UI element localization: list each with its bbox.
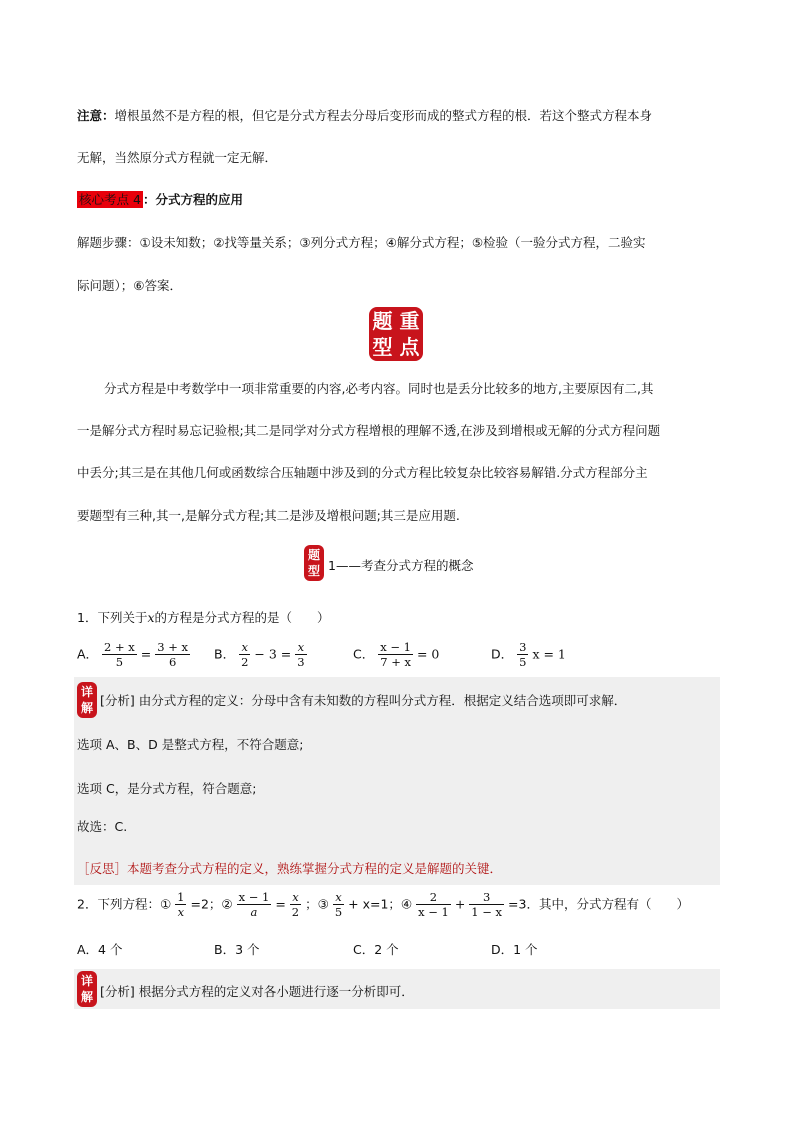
fraction bbox=[416, 890, 451, 920]
numerator: x − 1 bbox=[238, 890, 270, 904]
denominator: x − 1 bbox=[418, 905, 449, 920]
type-stamp-bottom: 型 bbox=[307, 564, 320, 578]
intro-line-3: 中丢分;其三是在其他几何或函数综合压轴题中涉及到的分式方程比较复杂比较容易解错.分式方程部分主 bbox=[77, 465, 648, 480]
steps-line-1: 解题步骤：①设未知数；②找等量关系；③列分式方程；④解分式方程；⑤检验（一验分式方程，二验实 bbox=[77, 235, 646, 250]
option-label: D． bbox=[491, 646, 514, 662]
equals: = bbox=[140, 646, 152, 662]
detail-stamp-top: 详 bbox=[80, 974, 93, 988]
fraction bbox=[155, 640, 190, 670]
denominator: a bbox=[250, 905, 258, 920]
numerator: 2 bbox=[416, 890, 451, 905]
q1-option-d bbox=[491, 640, 566, 670]
question-2-stem bbox=[77, 890, 689, 920]
option-label: C． bbox=[353, 646, 375, 662]
expression: + x=1；④ bbox=[348, 896, 413, 912]
stamp-char: 型 bbox=[372, 335, 393, 359]
denominator: 5 bbox=[334, 905, 343, 920]
detail-stamp bbox=[77, 971, 97, 1007]
stamp-char: 题 bbox=[372, 309, 393, 333]
question-1-stem bbox=[77, 608, 330, 626]
intro-line-1: 分式方程是中考数学中一项非常重要的内容,必考内容。同时也是丢分比较多的地方,主要原因有二,其 bbox=[104, 381, 654, 396]
note-line-1 bbox=[77, 106, 652, 124]
fraction bbox=[175, 890, 186, 920]
answer-2-analysis: [分析] 根据分式方程的定义对各小题进行逐一分析即可． bbox=[100, 984, 414, 999]
numerator: x bbox=[295, 640, 306, 655]
type-1-title: 1——考查分式方程的概念 bbox=[328, 558, 474, 573]
fraction bbox=[290, 890, 301, 920]
answer-1-analysis: [分析] 由分式方程的定义：分母中含有未知数的方程叫分式方程．根据定义结合选项即可求解． bbox=[100, 693, 627, 708]
denominator: 2 bbox=[241, 655, 249, 670]
steps-line-2: 际问题）；⑥答案． bbox=[77, 278, 182, 293]
denominator: 2 bbox=[291, 905, 300, 920]
numerator: 3 + x bbox=[157, 640, 188, 654]
detail-stamp bbox=[77, 682, 97, 718]
denominator: 7 + x bbox=[380, 655, 411, 670]
intro-line-2: 一是解分式方程时易忘记验根;其二是同学对分式方程增根的理解不透,在涉及到增根或无解的分式方程问题 bbox=[77, 423, 661, 438]
denominator: 5 bbox=[519, 655, 527, 670]
numerator: x bbox=[333, 890, 344, 905]
fraction bbox=[237, 890, 272, 920]
plus: + bbox=[454, 896, 466, 912]
q2-option-d: D．1 个 bbox=[491, 942, 538, 957]
key-point-title: ：分式方程的应用 bbox=[142, 192, 243, 207]
denominator: 5 bbox=[115, 655, 124, 670]
expression: = 0 bbox=[416, 646, 440, 662]
type-stamp-top: 题 bbox=[307, 548, 320, 562]
numerator: 3 bbox=[469, 890, 504, 905]
q1-option-c bbox=[353, 640, 439, 670]
option-label: B． bbox=[214, 646, 236, 662]
note-label: 注意： bbox=[77, 108, 115, 123]
numerator: x − 1 bbox=[380, 640, 411, 654]
fraction bbox=[469, 890, 504, 920]
numerator: 1 bbox=[177, 890, 185, 904]
expression: =3．其中，分式方程有（ ） bbox=[508, 896, 689, 912]
q1-variable: x bbox=[147, 610, 155, 625]
note-line-2: 无解，当然原分式方程就一定无解． bbox=[77, 150, 278, 165]
expression: =2；② bbox=[190, 896, 233, 912]
expression: x = 1 bbox=[532, 646, 566, 662]
denominator: 1 − x bbox=[471, 905, 503, 920]
answer-1-box bbox=[74, 677, 720, 885]
q1-stem-pre: 1．下列关于 bbox=[77, 610, 148, 625]
denominator: x bbox=[177, 905, 185, 920]
answer-1-line-4: 故选：C. bbox=[77, 819, 128, 834]
answer-1-line-2: 选项 A、B、D 是整式方程，不符合题意; bbox=[77, 737, 304, 752]
key-point-4-heading bbox=[77, 190, 243, 208]
fraction bbox=[102, 640, 137, 670]
numerator: x bbox=[239, 640, 250, 655]
q2-option-a: A．4 个 bbox=[77, 942, 123, 957]
fraction bbox=[517, 640, 528, 670]
stamp-char: 重 bbox=[399, 309, 420, 333]
q1-option-a bbox=[77, 640, 190, 670]
fraction bbox=[295, 640, 306, 670]
denominator: 6 bbox=[168, 655, 177, 670]
q2-option-b: B．3 个 bbox=[214, 942, 260, 957]
detail-stamp-top: 详 bbox=[80, 685, 93, 699]
q1-stem-post: 的方程是分式方程的是（ ） bbox=[154, 610, 330, 625]
numerator: x bbox=[290, 890, 301, 905]
option-label: A． bbox=[77, 646, 99, 662]
key-point-tag: 核心考点 4 bbox=[79, 192, 141, 207]
fraction bbox=[239, 640, 250, 670]
answer-1-reflection: ［反思］本题考查分式方程的定义，熟练掌握分式方程的定义是解题的关键． bbox=[77, 861, 503, 876]
numerator: 3 bbox=[519, 640, 527, 654]
numerator: 2 + x bbox=[104, 640, 135, 654]
expression: − 3 = bbox=[254, 646, 292, 662]
answer-2-box bbox=[74, 969, 720, 1009]
equals: = bbox=[275, 896, 286, 912]
q1-option-b bbox=[214, 640, 307, 670]
detail-stamp-bottom: 解 bbox=[80, 990, 93, 1004]
note-text-1: 增根虽然不是方程的根，但它是分式方程去分母后变形而成的整式方程的根．若这个整式方程本身 bbox=[114, 108, 653, 123]
focus-type-stamp bbox=[369, 307, 423, 361]
fraction bbox=[333, 890, 344, 920]
expression: ；③ bbox=[305, 896, 329, 912]
type-stamp bbox=[304, 545, 324, 581]
detail-stamp-bottom: 解 bbox=[80, 701, 93, 715]
stamp-char: 点 bbox=[399, 335, 420, 359]
intro-line-4: 要题型有三种,其一,是解分式方程;其二是涉及增根问题;其三是应用题. bbox=[77, 508, 460, 523]
answer-1-line-3: 选项 C，是分式方程，符合题意; bbox=[77, 781, 257, 796]
q2-stem-pre: 2．下列方程：① bbox=[77, 896, 172, 912]
fraction bbox=[378, 640, 413, 670]
q2-option-c: C．2 个 bbox=[353, 942, 399, 957]
denominator: 3 bbox=[297, 655, 305, 670]
